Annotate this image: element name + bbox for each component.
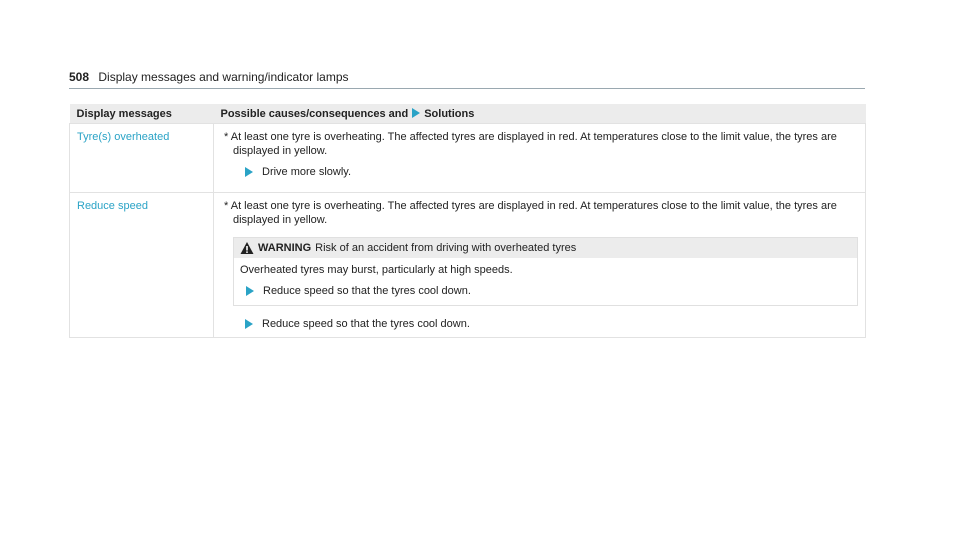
- solution-step: [245, 317, 858, 331]
- solution-step: [245, 165, 858, 179]
- warning-header: [234, 238, 857, 258]
- message-name: Reduce speed: [77, 200, 148, 212]
- page-number: 508: [69, 70, 90, 84]
- solution-text: Reduce speed so that the tyres cool down.: [262, 318, 470, 330]
- header-divider: [69, 88, 865, 89]
- warning-solution-text: Reduce speed so that the tyres cool down.: [263, 285, 471, 297]
- table-row: [70, 193, 866, 338]
- warning-triangle-icon: [240, 241, 254, 255]
- page-title: Display messages and warning/indicator lamps: [98, 70, 349, 84]
- warning-title: Risk of an accident from driving with overheated tyres: [315, 242, 577, 254]
- warning-text: Overheated tyres may burst, particularly at high speeds.: [240, 264, 513, 276]
- table-row: [70, 124, 866, 193]
- solution-text: Drive more slowly.: [262, 166, 352, 178]
- message-name: Tyre(s) overheated: [77, 131, 170, 143]
- cause-text: * At least one tyre is overheating. The affected tyres are displayed in red. At temperatures close to the limit value, the tyres are displayed in yellow.: [224, 200, 837, 226]
- col-header-messages: Display messages: [70, 104, 214, 124]
- col-header-causes: Possible causes/consequences and Solutions: [214, 104, 866, 124]
- warning-body: [234, 258, 857, 305]
- triangle-right-icon: [245, 167, 253, 177]
- triangle-right-icon: [412, 108, 420, 118]
- triangle-right-icon: [245, 319, 253, 329]
- warning-box: [233, 237, 858, 306]
- messages-table: [69, 104, 866, 338]
- cause-cell: [214, 124, 866, 193]
- warning-label: WARNING: [258, 242, 312, 254]
- cause-cell: [214, 193, 866, 338]
- warning-solution-step: [246, 284, 851, 298]
- message-cell: [70, 193, 214, 338]
- page-header: [69, 70, 865, 88]
- triangle-right-icon: [246, 286, 254, 296]
- message-cell: [70, 124, 214, 193]
- cause-text: * At least one tyre is overheating. The affected tyres are displayed in red. At temperatures close to the limit value, the tyres are displayed in yellow.: [224, 131, 837, 157]
- table-header-row: [70, 104, 866, 124]
